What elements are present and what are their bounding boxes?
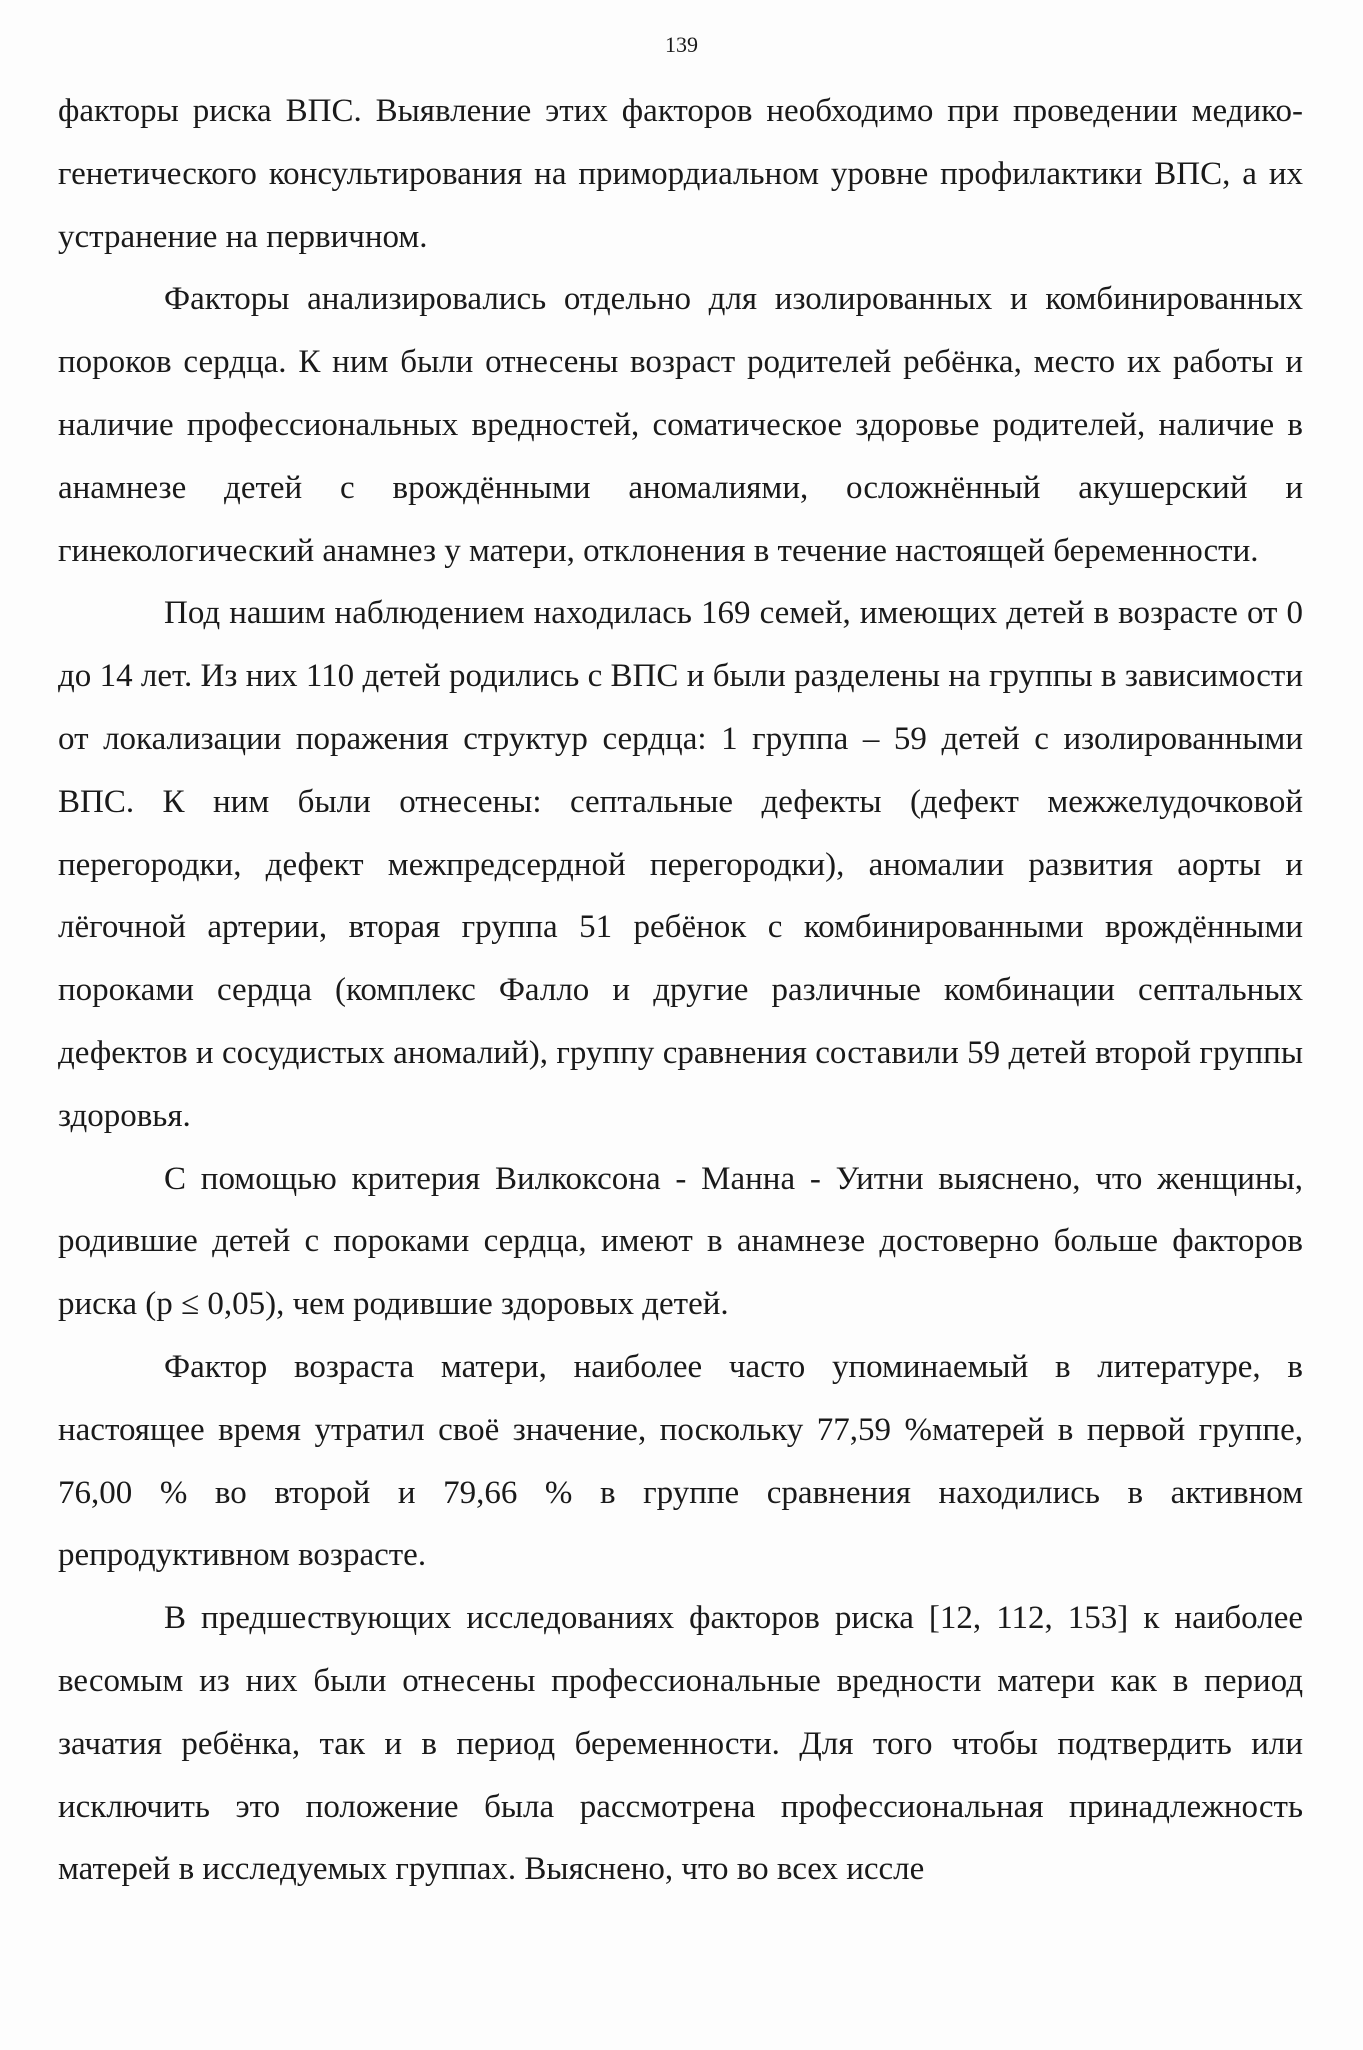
paragraph: факторы риска ВПС. Выявление этих факторов необходимо при проведении медико-генетического консультирования на примордиальном уровне профилактики ВПС, а их устранение на первичном. (58, 93, 1303, 255)
paragraph: С помощью критерия Вилкоксона - Манна - Уитни выяснено, что женщины, родившие детей с пороками сердца, имеют в анамнезе достоверно больше факторов риска (p ≤ 0,05), чем родившие здоровых детей. (58, 1160, 1303, 1323)
page-number: 139 (665, 32, 698, 57)
paragraph: Под нашим наблюдением находилась 169 семей, имеющих детей в возрасте от 0 до 14 лет. Из них 110 детей родились с ВПС и были разделены на группы в зависимости от локализации поражения структур сердца: 1 группа – 59 детей с изолированными ВПС. К ним были отнесены: септальные дефекты (дефект межжелудочковой перегородки, дефект межпредсердной перегородки), аномалии развития аорты и лёгочной артерии, вторая группа 51 ребёнок с комбинированными врождёнными пороками сердца (комплекс Фалло и другие различные комбинации септальных дефектов и сосудистых аномалий), группу сравнения составили 59 детей второй группы здоровья. (58, 595, 1303, 1134)
body-text (58, 80, 1303, 1901)
paragraph: Фактор возраста матери, наиболее часто упоминаемый в литературе, в настоящее время утратил своё значение, поскольку 77,59 %матерей в первой группе, 76,00 % во второй и 79,66 % в группе сравнения находились в активном репродуктивном возрасте. (58, 1348, 1303, 1574)
paragraph: В предшествующих исследованиях факторов риска [12, 112, 153] к наиболее весомым из них были отнесены профессиональные вредности матери как в период зачатия ребёнка, так и в период беременности. Для того чтобы подтвердить или исключить это положение была рассмотрена профессиональная принадлежность матерей в исследуемых группах. Выяснено, что во всех иссле (58, 1600, 1303, 1888)
paragraph: Факторы анализировались отдельно для изолированных и комбинированных пороков сердца. К ним были отнесены возраст родителей ребёнка, место их работы и наличие профессиональных вредностей, соматическое здоровье родителей, наличие в анамнезе детей с врождёнными аномалиями, осложнённый акушерский и гинекологический анамнез у матери, отклонения в течение настоящей беременности. (58, 281, 1303, 569)
